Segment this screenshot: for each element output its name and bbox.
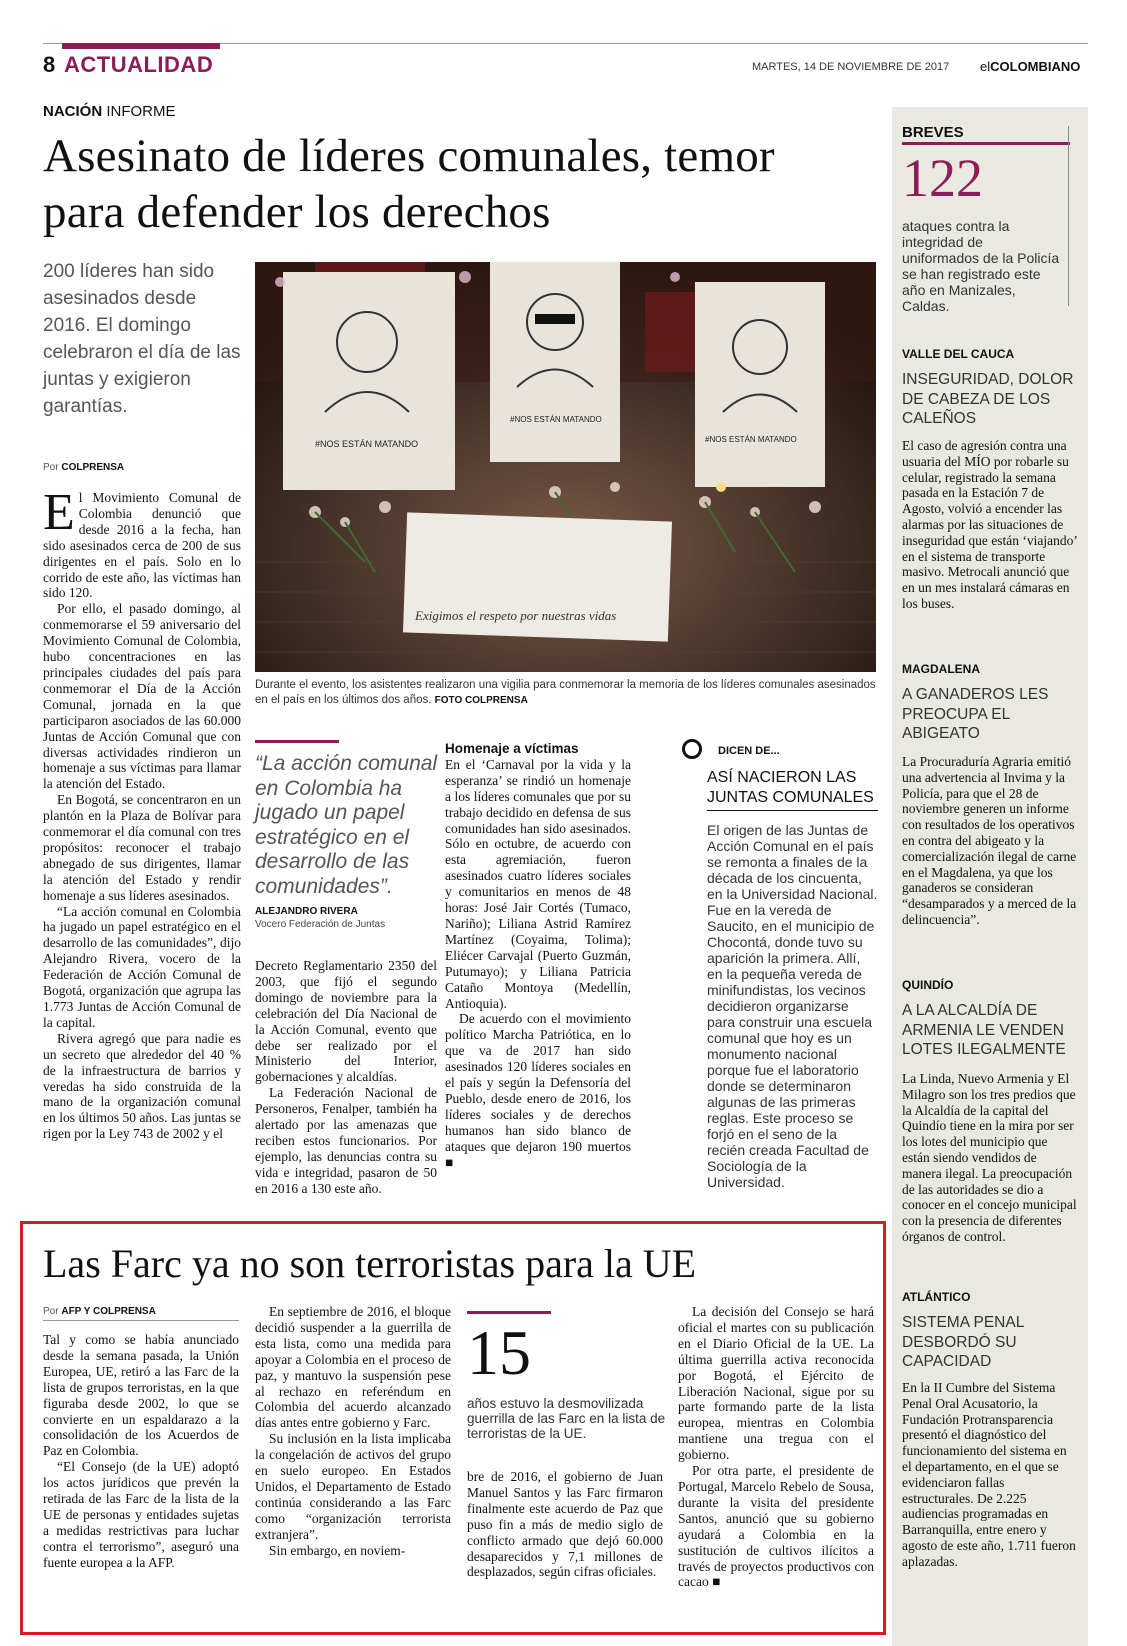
paragraph: Por ello, el pasado domingo, al conmemorarse el 59 aniversario del Movimiento Comunal de Colombia, hubo concentraciones en las principales ciudades del país para conmemorar el Día de la Acción Comunal, jornada en la que participaron asociados de las 60.000 Juntas de Acción Comunal que con diversas actividades rindieron un homenaje a sus víctimas para llamar la atención del Estado. — [43, 601, 241, 792]
byline-rule — [43, 1320, 239, 1321]
section-title: ACTUALIDAD — [64, 52, 214, 77]
paragraph-text: l Movimiento Comunal de Colombia denunció que desde 2016 a la fecha, han sido asesinados cerca de 200 de sus dirigentes en el país. Solo en lo corrido de este año, las víctimas han sido 120. — [43, 490, 241, 601]
brief-region: MAGDALENA — [902, 662, 980, 676]
farc-column-2 — [255, 1304, 451, 1559]
poster-3 — [695, 282, 825, 487]
kicker-bold: NACIÓN — [43, 103, 103, 120]
article-kicker — [43, 103, 176, 120]
breves-number-text: ataques contra la integridad de uniformados de la Policía se han registrado este año en Manizales, Caldas. — [902, 218, 1060, 314]
paragraph: En septiembre de 2016, el bloque decidió suspender a la guerrilla de esta lista, como una medida para apoyar a Colombia en el proceso de paz, y mantuvo la suspensión pese al rechazo en referéndum en Colombia del acuerdo alcanzado días antes entre gobierno y Farc. — [255, 1304, 451, 1431]
quote-accent-bar — [255, 740, 339, 743]
farc-number: 15 — [467, 1317, 531, 1388]
poster-1 — [283, 272, 455, 490]
brief-title: SISTEMA PENAL DESBORDÓ SU CAPACIDAD — [902, 1314, 1024, 1370]
candle-light — [716, 482, 726, 492]
dicen-de-label: DICEN DE... — [718, 745, 780, 757]
article-headline: Asesinato de líderes comunales, temor para defender los derechos — [43, 130, 775, 238]
poster-2-text: #NOS ESTÁN MATANDO — [510, 415, 602, 424]
brief-region: QUINDÍO — [902, 978, 954, 992]
paragraph: Por otra parte, el presidente de Portugal, Marcelo Rebelo de Sousa, durante la visita del presidente Santos, anunció que su gobierno ayudará a Colombia en la sustitución de cultivos ilícitos a través de proyectos productivos con cacao ■ — [678, 1463, 874, 1590]
photo-caption — [255, 678, 876, 708]
handwritten-banner — [403, 512, 672, 641]
farc-number-text: años estuvo la desmovilizada guerrilla de las Farc en la lista de terroristas de la UE. — [467, 1396, 666, 1441]
paragraph: “La acción comunal en Colombia ha jugado un papel estratégico en el desarrollo de las comunidades”, dijo Alejandro Rivera, vocero de la Federación de Acción Comunal de Bogotá, organización que agrupa las 1.773 Juntas de Acción Comunal de la capital. — [43, 903, 241, 1030]
breves-number: 122 — [902, 148, 983, 208]
brief-text: La Linda, Nuevo Armenia y El Milagro son los tres predios que la Alcaldía de la capital del Quindío tiene en la mira por ser los lotes del municipio que están siendo vendidos de manera ilegal. La preocupación de las autoridades se dio a conocer en el concejo municipal con la presencia de diferentes órganos de control. — [902, 1071, 1077, 1244]
brief-region: VALLE DEL CAUCA — [902, 347, 1015, 361]
article-column-2 — [255, 958, 437, 1197]
poster-3-text: #NOS ESTÁN MATANDO — [705, 435, 797, 444]
brief-region: ATLÁNTICO — [902, 1290, 971, 1304]
dicen-de-text: El origen de las Juntas de Acción Comunal en el país se remonta a finales de la década de los cincuenta, en la Universidad Nacional. Fue en la vereda de Saucito, en el municipio de Chocontá, donde tuvo su aparición la primera. Allí, en la pequeña vereda de minifundistas, los vecinos decidieron organizarse para construir una escuela comunal que hoy es un monumento nacional porque fue el laboratorio donde se determinaron algunas de las primeras reglas. Este proceso se forjó en el seno de la recién creada Facultad de Sociología de la Universidad. — [707, 822, 878, 1190]
dicen-de-title: ASÍ NACIERON LAS JUNTAS COMUNALES — [707, 768, 878, 811]
kicker-rest: INFORME — [102, 103, 176, 120]
breves-label: BREVES — [902, 124, 964, 141]
paragraph: Decreto Reglamentario 2350 del 2003, que fijó el segundo domingo de noviembre para la celebración del Día Nacional de la Acción Comunal, evento que debe ser realizado por el Ministerio del Interior, gobernaciones y alcaldías. — [255, 958, 437, 1085]
breves-rule — [902, 142, 1070, 145]
farc-byline — [43, 1306, 156, 1317]
article-byline — [43, 462, 124, 473]
caption-text: Durante el evento, los asistentes realizaron una vigilia para conmemorar la memoria de los líderes comunales asesinados en el país en los últimos dos años. — [255, 679, 876, 706]
brief-title: A LA ALCALDÍA DE ARMENIA LE VENDEN LOTES ILEGALMENTE — [902, 1002, 1066, 1058]
brand-name: COLOMBIANO — [990, 59, 1081, 74]
brief-title: INSEGURIDAD, DOLOR DE CABEZA DE LOS CALEÑOS — [902, 371, 1074, 427]
section-bar — [62, 43, 220, 49]
breves-vertical-rule — [1068, 126, 1069, 306]
paragraph: bre de 2016, el gobierno de Juan Manuel Santos y las Farc firmaron finalmente este acuerdo de Paz que puso fin a más de medio siglo de conflicto armado que dejó 60.000 desaparecidos y 7,1 millones de desplazados, según cifras oficiales. — [467, 1469, 663, 1580]
farc-headline: Las Farc ya no son terroristas para la UE — [43, 1241, 697, 1286]
article-column-1 — [43, 484, 241, 1142]
byline-source: COLPRENSA — [61, 462, 125, 473]
vigil-photo — [255, 262, 876, 672]
brand-prefix: el — [980, 59, 991, 74]
dropcap: E — [43, 484, 75, 541]
paragraph: De acuerdo con el movimiento político Marcha Patriótica, en lo que va de 2017 han sido asesinados 120 líderes sociales en el país y según la Defensoría del Pueblo, desde enero de 2016, los líderes sociales y de derechos humanos han sido blanco de ataques que dejaron 190 muertos ■ — [445, 1011, 631, 1170]
vigil-photo-image — [255, 262, 876, 672]
article-lead: 200 líderes han sido asesinados desde 2016. El domingo celebraron el día de las juntas y exigieron garantías. — [43, 261, 241, 417]
farc-column-4 — [678, 1304, 874, 1590]
paragraph: Rivera agregó que para nadie es un secreto que alrededor del 40 % de la infraestructura de barrios y veredas ha sido construida de la mano de la organización comunal en los últimos 50 años. Las juntas se rigen por la Ley 743 de 2002 y el — [43, 1030, 241, 1142]
poster-1-text: #NOS ESTÁN MATANDO — [315, 439, 419, 449]
byline-prefix: Por — [43, 462, 62, 473]
article-column-3 — [445, 741, 631, 1170]
paragraph — [43, 484, 241, 601]
quote-role: Vocero Federación de Juntas — [255, 919, 386, 930]
paragraph: En Bogotá, se concentraron en un plantón en la Plaza de Bolívar para conmemorar el día comunal con tres propósitos: reconocer el trabajo abnegado de sus dirigentes, llamar la atención del Estado y rendir homenaje a sus líderes asesinados. — [43, 792, 241, 903]
masthead-logo — [980, 59, 1080, 74]
paragraph: La Federación Nacional de Personeros, Fenalper, también ha alertado por las amenazas que reciben estos funcionarios. Por ejemplo, las denuncias contra su vida e integridad, pasaron de 50 en 2016 a 130 este año. — [255, 1085, 437, 1196]
speech-bubble-icon — [682, 739, 702, 759]
photo-credit: FOTO COLPRENSA — [434, 695, 528, 706]
brief-text: En la II Cumbre del Sistema Penal Oral Acusatorio, la Fundación Protransparencia presentó el diagnóstico del funcionamiento del sistema en el departamento, en el que se evidenciaron fallas estructurales. De 2.225 audiencias programadas en Barranquilla, entre enero y agosto de este año, 1.711 fueron aplazadas. — [902, 1380, 1076, 1569]
paragraph: Sin embargo, en noviem- — [269, 1542, 406, 1558]
paragraph: En el ‘Carnaval por la vida y la esperanza’ se rindió un homenaje a los líderes comunales que por su trabajo decidido en defensa de sus comunidades han sido asesinados. Sólo en octubre, de acuerdo con esta agremiación, fueron asesinados cuatro líderes sociales y comunitarios en menos de 48 horas: José Jair Cortés (Tumaco, Nariño); Liliana Astrid Ramírez Martínez (Coyaima, Tolima); Eliécer Carvajal (Puerto Guzmán, Putumayo); y Liliana Patricia Cataño Montoya (Medellín, Antioquia). — [445, 756, 631, 1011]
paragraph: “El Consejo (de la UE) adoptó los actos jurídicos que prevén la retirada de las Farc de la lista de la UE de personas y entidades sujetas a medidas restrictivas para luchar contra el terrorismo”, aseguró una fuente europea a la AFP. — [43, 1459, 239, 1570]
poster-2 — [490, 262, 620, 462]
publication-date: MARTES, 14 DE NOVIEMBRE DE 2017 — [752, 61, 950, 73]
paragraph: La decisión del Consejo se hará oficial el martes con su publicación en el Diario Oficial de la UE. La última guerrilla activa reconocida por Bogotá, el Ejército de Liberación Nacional, sigue por su parte formando parte de la lista europea, mientras en Colombia mantiene una tregua con el gobierno. — [678, 1304, 874, 1463]
brief-title: A GANADEROS LES PREOCUPA EL ABIGEATO — [902, 686, 1049, 742]
pull-quote: “La acción comunal en Colombia ha jugado un papel estratégico en el desarrollo de las comunidades”. — [255, 752, 438, 898]
banner-text: Exigimos el respeto por nuestras vidas — [415, 608, 617, 623]
byline-prefix: Por — [43, 1306, 62, 1317]
byline-source: AFP Y COLPRENSA — [61, 1306, 156, 1317]
farc-column-1 — [43, 1332, 239, 1571]
paragraph: Tal y como se había anunciado desde la semana pasada, la Unión Europea, UE, retiró a las Farc de la lista de grupos terroristas, en la que figuraba desde 2002, lo que se convierte en un espaldarazo a la consolidación de los Acuerdos de Paz en Colombia. — [43, 1332, 239, 1459]
paragraph: Su inclusión en la lista implicaba la congelación de activos del grupo en suelo europeo. En Estados Unidos, el Departamento de Estado continúa considerando a las Farc como “organización terrorista extranjera”. — [255, 1431, 451, 1542]
brief-text: La Procuraduría Agraria emitió una advertencia al Invima y la Policía, para que el 28 de noviembre generen un informe con resultados de los operativos en contra del abigeato y la comercialización ilegal de carne en el Magdalena, ya que los ganaderos se consideran “desamparados y a merced de la delincuencia”. — [902, 754, 1077, 927]
number-accent-bar — [467, 1311, 551, 1314]
quote-author: ALEJANDRO RIVERA — [255, 906, 358, 917]
farc-column-3 — [467, 1469, 663, 1580]
brief-text: El caso de agresión contra una usuaria del MÍO por robarle su celular, registrado la semana pasada en la Estación 7 de Agosto, volvió a encender las alarmas por las situaciones de inseguridad que están ‘viajando’ en el sistema de transporte masivo. Metrocali anunció que en un mes instalará cámaras en los buses. — [902, 438, 1077, 611]
page-number: 8 — [43, 52, 56, 77]
subheading: Homenaje a víctimas — [445, 741, 579, 756]
